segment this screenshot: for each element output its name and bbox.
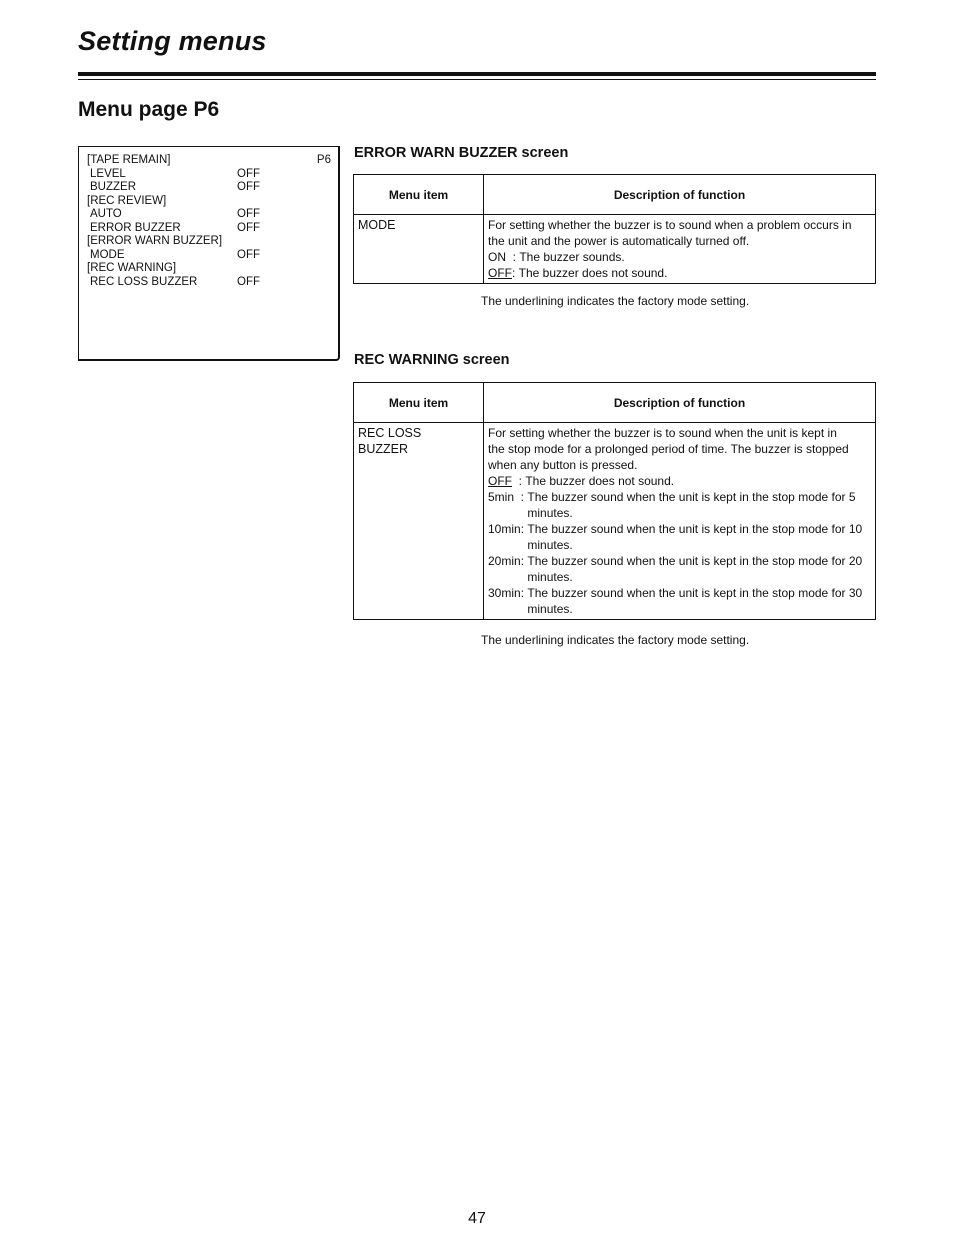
option-row: [488, 249, 871, 265]
option-separator: :: [520, 586, 528, 600]
option-key-label: OFF: [488, 474, 512, 488]
menu-setting-label: REC LOSS BUZZER: [90, 275, 198, 288]
option-text: The buzzer sound when the unit is kept in the stop mode for 30 minutes.: [527, 586, 863, 616]
menu-item-cell: MODE: [354, 215, 484, 284]
menu-group-header: [87, 235, 287, 249]
menu-setting-row: [87, 222, 287, 236]
option-separator: :: [520, 554, 528, 568]
col-menu-item: Menu item: [354, 383, 484, 423]
option-key: [488, 473, 525, 489]
option-key: [488, 553, 527, 585]
menu-list: [87, 154, 287, 289]
option-text: The buzzer sound when the unit is kept in the stop mode for 10 minutes.: [527, 522, 863, 552]
description-line: the unit and the power is automatically turned off.: [488, 234, 750, 248]
option-row: [488, 521, 871, 553]
option-text: The buzzer sounds.: [519, 250, 625, 264]
menu-setting-label: [ERROR WARN BUZZER]: [87, 235, 223, 247]
menu-setting-label: ERROR BUZZER: [90, 221, 181, 234]
table-row: [354, 423, 876, 620]
description-line: For setting whether the buzzer is to sound when the unit is kept in: [488, 426, 837, 440]
menu-setting-label: BUZZER: [90, 181, 136, 193]
menu-setting-row: [87, 181, 287, 195]
table-header-row: [354, 383, 876, 423]
option-separator: :: [514, 490, 528, 504]
option-key: [488, 489, 527, 521]
option-row: [488, 553, 871, 585]
option-key-label: ON: [488, 250, 506, 264]
option-key-label: OFF: [488, 266, 512, 280]
error-warn-buzzer-heading: ERROR WARN BUZZER screen: [354, 145, 569, 161]
description-line: the stop mode for a prolonged period of time. The buzzer is stopped: [488, 442, 849, 456]
option-key: [488, 585, 527, 617]
menu-setting-value: OFF: [237, 181, 260, 193]
description-cell: [484, 423, 876, 620]
table-header-row: [354, 175, 876, 215]
option-key: [488, 521, 527, 553]
menu-setting-value: OFF: [237, 275, 260, 288]
page-heading: Menu page P6: [78, 98, 220, 121]
option-separator: :: [512, 266, 519, 280]
table-row: [354, 215, 876, 284]
menu-setting-label: LEVEL: [90, 167, 126, 180]
option-separator: :: [512, 474, 526, 488]
description-cell: [484, 215, 876, 284]
error-warn-buzzer-table: [353, 174, 876, 284]
section-title: Setting menus: [78, 26, 267, 56]
header-rule-thin: [78, 79, 876, 80]
menu-setting-row: [87, 249, 287, 263]
option-key: [488, 249, 519, 265]
option-text: The buzzer sound when the unit is kept in the stop mode for 5 minutes.: [527, 490, 856, 520]
col-description: Description of function: [484, 383, 876, 423]
menu-setting-label: [REC REVIEW]: [87, 194, 167, 207]
menu-setting-label: MODE: [90, 248, 125, 261]
option-separator: :: [506, 250, 520, 264]
menu-group-header: [87, 154, 287, 168]
description-line: For setting whether the buzzer is to sound when a problem occurs in: [488, 218, 852, 232]
menu-item-line: BUZZER: [358, 442, 408, 456]
option-separator: :: [520, 522, 528, 536]
menu-setting-row: [87, 168, 287, 182]
menu-setting-row: [87, 208, 287, 222]
rec-warning-table: [353, 382, 876, 620]
header-rule-thick: [78, 72, 876, 76]
page-number: 47: [468, 1210, 486, 1227]
menu-setting-row: [87, 276, 287, 290]
option-text: The buzzer does not sound.: [525, 474, 675, 488]
option-row: [488, 473, 871, 489]
option-key: [488, 265, 519, 281]
option-text: The buzzer sound when the unit is kept in the stop mode for 20 minutes.: [527, 554, 863, 584]
menu-setting-value: OFF: [237, 248, 260, 261]
description-line: when any button is pressed.: [488, 458, 638, 472]
option-row: [488, 489, 871, 521]
menu-setting-value: OFF: [237, 208, 260, 220]
menu-group-header: [87, 262, 287, 276]
option-row: [488, 265, 871, 281]
menu-item-cell: [354, 423, 484, 620]
menu-setting-label: AUTO: [90, 208, 122, 220]
option-key-label: 30min: [488, 586, 521, 600]
menu-page-id: P6: [316, 154, 331, 166]
col-description: Description of function: [484, 175, 876, 215]
menu-setting-value: OFF: [237, 221, 260, 234]
option-row: [488, 585, 871, 617]
menu-setting-value: OFF: [237, 167, 260, 180]
menu-screen-display: [78, 146, 340, 361]
menu-setting-label: [REC WARNING]: [87, 262, 177, 274]
option-key-label: 10min: [488, 522, 521, 536]
factory-setting-note: The underlining indicates the factory mode setting.: [481, 633, 750, 647]
rec-warning-heading: REC WARNING screen: [354, 352, 510, 368]
menu-item-line: REC LOSS: [358, 426, 422, 440]
menu-group-header: [87, 195, 287, 209]
menu-setting-label: [TAPE REMAIN]: [87, 154, 171, 166]
option-text: The buzzer does not sound.: [518, 266, 668, 280]
option-key-label: 20min: [488, 554, 521, 568]
col-menu-item: Menu item: [354, 175, 484, 215]
option-key-label: 5min: [488, 490, 515, 504]
factory-setting-note: The underlining indicates the factory mode setting.: [481, 294, 750, 308]
